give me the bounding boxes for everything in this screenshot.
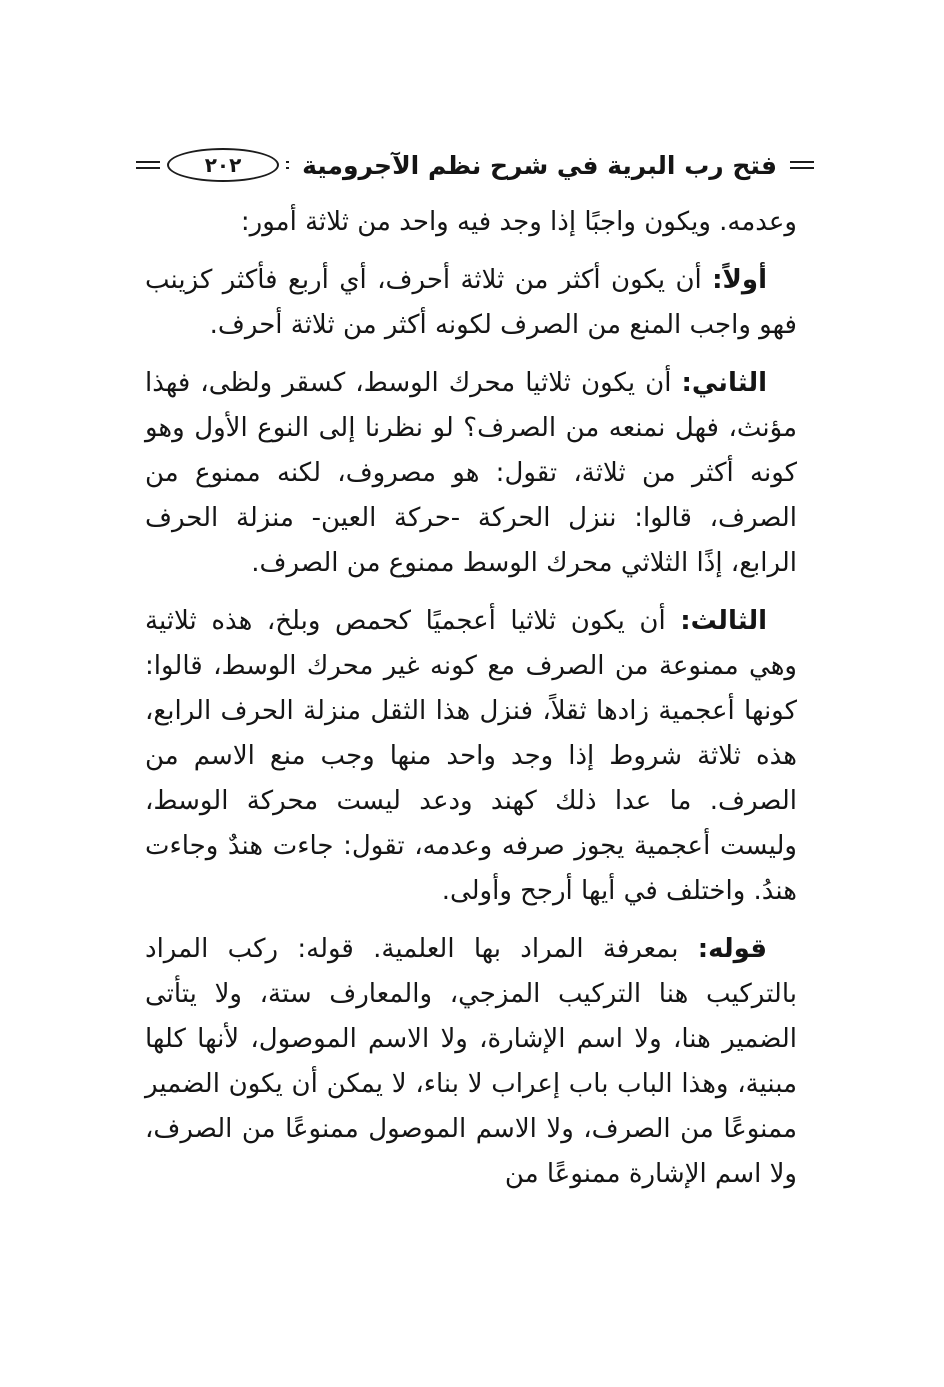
paragraph-lead: أولاً: [712, 265, 767, 295]
paragraph [145, 200, 797, 245]
page-body [145, 200, 797, 1210]
paragraph-text: أن يكون أكثر من ثلاثة أحرف، أي أربع فأكثر كزينب فهو واجب المنع من الصرف لكونه أكثر من ثلاثة أحرف. [145, 265, 797, 340]
header-rule-right-edge [790, 161, 814, 169]
header-rule-left-edge [136, 161, 160, 169]
page-number-badge [167, 148, 279, 182]
paragraph-lead: الثاني: [681, 368, 767, 398]
paragraph-text: أن يكون ثلاثيا محرك الوسط، كسقر ولظى، فهذا مؤنث، فهل نمنعه من الصرف؟ لو نظرنا إلى النوع الأول وهو كونه أكثر من ثلاثة، تقول: هو مصروف، لكنه ممنوع من الصرف، قالوا: ننزل الحركة -حركة العين- منزلة الحرف الرابع، إذًا الثلاثي محرك الوسط ممنوع من الصرف. [145, 368, 797, 578]
book-title: فتح رب البرية في شرح نظم الآجرومية [302, 150, 777, 180]
paragraph-text: وعدمه. ويكون واجبًا إذا وجد فيه واحد من ثلاثة أمور: [240, 207, 797, 237]
paragraph-lead: الثالث: [680, 606, 767, 636]
page-number: ٢٠٢ [204, 153, 242, 177]
paragraph-lead: قوله: [697, 934, 767, 964]
paragraph-text: أن يكون ثلاثيا أعجميًا كحمص وبلخ، هذه ثلاثية وهي ممنوعة من الصرف مع كونه غير محرك الوسط، قالوا: كونها أعجمية زادها ثقلاً، فنزل هذا الثقل منزلة الحرف الرابع، هذه ثلاثة شروط إذا وجد واحد منها وجب منع الاسم من الصرف. ما عدا ذلك كهند ودعد ليست محركة الوسط، وليست أعجمية يجوز صرفه وعدمه، تقول: جاءت هندٌ وجاءت هندُ. واختلف في أيها أرجح وأولى. [145, 606, 797, 906]
paragraph [145, 927, 797, 1197]
paragraph [145, 599, 797, 914]
page-header [136, 144, 814, 186]
paragraph [145, 361, 797, 586]
header-rule-middle [286, 161, 289, 169]
paragraph [145, 258, 797, 348]
paragraph-text: بمعرفة المراد بها العلمية. قوله: ركب المراد بالتركيب هنا التركيب المزجي، والمعارف ستة، ولا يتأتى الضمير هنا، ولا اسم الإشارة، ولا الاسم الموصول، لأنها كلها مبنية، وهذا الباب باب إعراب لا بناء، لا يمكن أن يكون الضمير ممنوعًا من الصرف، ولا الاسم الموصول ممنوعًا من الصرف، ولا اسم الإشارة ممنوعًا من [145, 934, 797, 1189]
